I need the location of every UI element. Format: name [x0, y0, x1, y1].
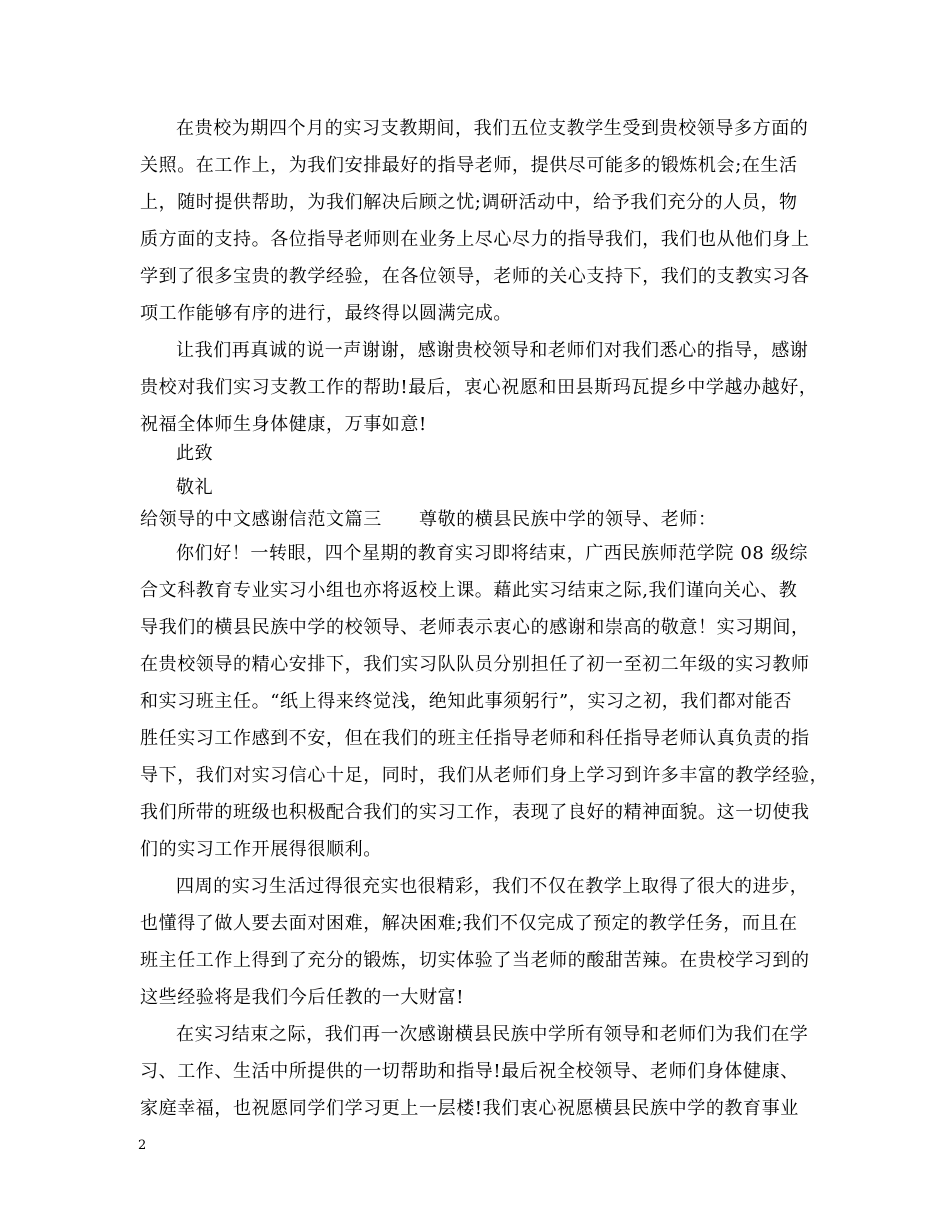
body-text-line: 在贵校领导的精心安排下，我们实习队队员分别担任了初一至初二年级的实习教师 [140, 654, 810, 675]
body-text-line: 你们好！一转眼，四个星期的教育实习即将结束，广西民族师范学院 08 级综 [176, 543, 808, 564]
body-text-line: 导下，我们对实习信心十足，同时，我们从老师们身上学习到许多丰富的教学经验， [140, 765, 829, 786]
page-number: 2 [138, 1138, 147, 1153]
body-text-line: 关照。在工作上，为我们安排最好的指导老师，提供尽可能多的锻炼机会;在生活 [140, 155, 798, 176]
body-text-line: 上，随时提供帮助，为我们解决后顾之忧;调研活动中，给予我们充分的人员，物 [140, 192, 798, 213]
body-text-line: 项工作能够有序的进行，最终得以圆满完成。 [140, 303, 512, 324]
body-text-line: 家庭幸福，也祝愿同学们学习更上一层楼!我们衷心祝愿横县民族中学的教育事业 [140, 1098, 799, 1119]
body-text-line: 四周的实习生活过得很充实也很精彩，我们不仅在教学上取得了很大的进步， [176, 876, 809, 897]
body-text-line: 质方面的支持。各位指导老师则在业务上尽心尽力的指导我们，我们也从他们身上 [140, 229, 810, 250]
body-text-line: 这些经验将是我们今后任教的一大财富! [140, 987, 465, 1008]
body-text-line: 胜任实习工作感到不安，但在我们的班主任指导老师和科任指导老师认真负责的指 [140, 728, 810, 749]
body-text-line: 和实习班主任。“纸上得来终觉浅，绝知此事须躬行”，实习之初，我们都对能否 [140, 691, 793, 712]
closing-salutation: 此致 [176, 443, 214, 464]
body-text-line: 学到了很多宝贵的教学经验，在各位领导，老师的关心支持下，我们的支教实习各 [140, 266, 810, 287]
closing-regards: 敬礼 [176, 477, 214, 498]
body-text-line: 导我们的横县民族中学的校领导、老师表示衷心的感谢和崇高的敬意！实习期间， [140, 617, 810, 638]
body-text-line: 习、工作、生活中所提供的一切帮助和指导!最后祝全校领导、老师们身体健康、 [140, 1061, 799, 1082]
body-text-line: 在实习结束之际，我们再一次感谢横县民族中学所有领导和老师们为我们在学 [176, 1024, 809, 1045]
body-text-line: 合文科教育专业实习小组也亦将返校上课。藉此实习结束之际,我们谨向关心、教 [140, 580, 798, 601]
body-text-line: 贵校对我们实习支教工作的帮助!最后，衷心祝愿和田县斯玛瓦提乡中学越办越好， [140, 377, 818, 398]
body-text-line: 在贵校为期四个月的实习支教期间，我们五位支教学生受到贵校领导多方面的 [176, 118, 809, 139]
section-heading: 给领导的中文感谢信范文篇三 尊敬的横县民族中学的领导、老师： [140, 509, 717, 530]
body-text-line: 让我们再真诚的说一声谢谢，感谢贵校领导和老师们对我们悉心的指导，感谢 [176, 340, 809, 361]
body-text-line: 班主任工作上得到了充分的锻炼，切实体验了当老师的酸甜苦辣。在贵校学习到的 [140, 950, 810, 971]
body-text-line: 我们所带的班级也积极配合我们的实习工作，表现了良好的精神面貌。这一切使我 [140, 802, 810, 823]
body-text-line: 祝福全体师生身体健康，万事如意! [140, 414, 427, 435]
body-text-line: 也懂得了做人要去面对困难，解决困难;我们不仅完成了预定的教学任务，而且在 [140, 913, 798, 934]
body-text-line: 们的实习工作开展得很顺利。 [140, 839, 382, 860]
